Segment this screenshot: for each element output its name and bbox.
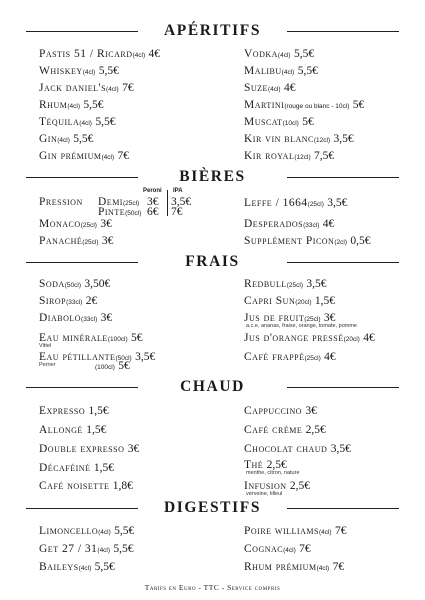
item-note: verveine, tilleul xyxy=(246,491,283,497)
item-price: 1,5€ xyxy=(88,405,109,417)
section-title: CHAUD xyxy=(180,378,245,395)
item-qty: (100cl) xyxy=(107,336,128,343)
menu-item xyxy=(244,132,354,148)
item-name: Gin prémium xyxy=(39,150,102,162)
item-price: 5,5€ xyxy=(94,561,115,573)
item-name: Diabolo xyxy=(39,312,82,324)
item-price: 5,5€ xyxy=(95,116,116,128)
item-qty: (4cl) xyxy=(98,529,111,536)
menu-item xyxy=(39,542,134,558)
item-note: menthe, citron, nature xyxy=(246,470,300,476)
menu-item xyxy=(39,98,103,114)
item-qty: (25cl) xyxy=(80,222,97,229)
menu-item xyxy=(39,442,139,456)
item-name: Muscat xyxy=(244,116,283,128)
item-name: Sirop xyxy=(39,295,67,307)
menu-item xyxy=(39,64,119,80)
item-qty: (25cl) xyxy=(307,201,324,208)
item-price: 4€ xyxy=(324,351,336,363)
menu-item xyxy=(39,277,110,293)
item-qty: (25cl) xyxy=(304,316,321,323)
item-name: Jack daniel's xyxy=(39,82,107,94)
menu-item xyxy=(39,149,129,165)
menu-item xyxy=(39,524,134,540)
item-qty: (4cl) xyxy=(79,120,92,127)
item-name: Pinte xyxy=(98,206,126,218)
item-name: Kir royal xyxy=(244,150,295,162)
item-name: Allongé xyxy=(39,424,83,436)
item-name: Vodka xyxy=(244,48,278,60)
menu-item xyxy=(244,350,336,366)
item-qty: (12cl) xyxy=(313,137,331,144)
item-qty: (10cl) xyxy=(282,120,299,127)
item-name: Pression xyxy=(39,196,83,208)
item-qty: (4cl) xyxy=(78,565,92,572)
item-name: Cognac xyxy=(244,543,284,555)
item-price: 3,5€ xyxy=(327,197,348,209)
item-qty: (4cl) xyxy=(101,154,115,161)
item-qty: (4cl) xyxy=(132,52,146,59)
menu-item xyxy=(39,217,112,233)
menu-item xyxy=(244,149,334,165)
item-name: Cappuccino xyxy=(244,405,303,417)
menu-item xyxy=(244,423,326,437)
item-qty: (4cl) xyxy=(67,103,80,110)
menu-item xyxy=(244,234,370,250)
item-name: Café frappé xyxy=(244,351,305,363)
item-name: Poire williams xyxy=(244,525,319,537)
item-name: Rhum prémium xyxy=(244,561,317,573)
item-qty: (rouge ou blanc - 10cl) xyxy=(284,103,350,110)
item-price: 4€ xyxy=(322,218,335,230)
menu-item xyxy=(39,423,106,437)
item-name: Capri Sun xyxy=(244,295,296,307)
menu-item xyxy=(39,311,112,327)
item-name: Suze xyxy=(244,82,268,94)
menu-item xyxy=(244,560,344,576)
item-name: Rhum xyxy=(39,99,68,111)
item-qty: (50cl) xyxy=(115,355,132,362)
price-ipa-pinte: 7€ xyxy=(171,206,183,218)
item-name: Décaféiné xyxy=(39,462,91,474)
item-price: 7€ xyxy=(117,150,129,162)
item-name: Gin xyxy=(39,133,58,145)
ipa-label: IPA xyxy=(173,188,183,194)
item-qty: (25cl) xyxy=(304,355,321,362)
item-price: 5€ xyxy=(118,360,130,372)
item-price: 5€ xyxy=(131,332,143,344)
menu-item xyxy=(244,64,318,80)
item-qty: (4cl) xyxy=(57,137,70,144)
item-price: 2,5€ xyxy=(266,459,287,471)
section-header-frais xyxy=(26,252,399,272)
menu-item xyxy=(39,560,115,576)
menu-item xyxy=(39,47,160,63)
item-price: 7€ xyxy=(332,561,345,573)
item-price: 5,5€ xyxy=(293,48,315,60)
item-qty: (4cl) xyxy=(82,69,96,76)
peroni-label: Peroni xyxy=(143,188,162,194)
menu-item-alt-size xyxy=(95,359,130,375)
section-header-aperitifs xyxy=(26,21,399,41)
item-name: Jus d'orange pressé xyxy=(244,332,344,344)
section-title: BIÈRES xyxy=(179,168,246,185)
item-qty: (100cl) xyxy=(95,364,115,371)
item-qty: (20cl) xyxy=(343,336,360,343)
item-qty: (4cl) xyxy=(318,529,332,536)
item-price: 3€ xyxy=(127,443,140,455)
item-qty: (50cl) xyxy=(64,282,81,289)
menu-item xyxy=(244,542,311,558)
item-name: Eau minérale xyxy=(39,332,108,344)
item-price: 7€ xyxy=(122,82,134,94)
divider xyxy=(167,190,168,216)
item-price: 3€ xyxy=(100,218,112,230)
item-price: 3€ xyxy=(305,405,317,417)
divider xyxy=(287,31,399,32)
item-price: 1,5€ xyxy=(314,295,335,307)
item-name: Demi xyxy=(98,196,123,208)
menu-item xyxy=(39,404,109,418)
item-note: a.c.e, ananas, fraise, orange, tomate, pomme xyxy=(246,323,357,329)
item-qty: (4cl) xyxy=(283,547,296,554)
item-price: 3,5€ xyxy=(330,443,351,455)
item-price: 5,5€ xyxy=(83,99,104,111)
section-header-chaud xyxy=(26,377,399,397)
section-title: DIGESTIFS xyxy=(163,499,262,516)
menu-item xyxy=(244,196,347,212)
item-price: 3,5€ xyxy=(333,133,354,145)
price-peroni-pinte: 6€ xyxy=(147,206,159,218)
item-price: 2,5€ xyxy=(305,424,326,436)
item-name: Eau pétillante xyxy=(39,351,116,363)
item-name: Leffe / 1664 xyxy=(244,197,308,209)
item-qty: (4cl) xyxy=(281,69,295,76)
divider xyxy=(287,177,399,178)
menu-item xyxy=(39,81,134,97)
item-qty: (33cl) xyxy=(303,222,320,229)
item-name: Double expresso xyxy=(39,443,125,455)
divider xyxy=(287,387,399,388)
menu-item xyxy=(244,115,314,131)
item-price: 7€ xyxy=(299,543,311,555)
item-name: Malibu xyxy=(244,65,282,77)
divider xyxy=(287,262,399,263)
item-name: Kir vin blanc xyxy=(244,133,314,145)
section-header-bieres xyxy=(26,167,399,187)
menu-item xyxy=(244,404,317,418)
item-price: 2,5€ xyxy=(289,480,311,492)
item-price: 7,5€ xyxy=(314,150,335,162)
item-qty: (25cl) xyxy=(82,239,99,246)
menu-item xyxy=(244,294,335,310)
item-price: 3€ xyxy=(323,312,336,324)
item-price: 5,5€ xyxy=(113,543,134,555)
section-header-digestifs xyxy=(26,498,399,518)
menu-item xyxy=(244,47,314,63)
item-name: Whiskey xyxy=(39,65,83,77)
item-price: 3,50€ xyxy=(84,278,111,290)
item-name: Get 27 / 31 xyxy=(39,543,98,555)
item-name: Téquila xyxy=(39,116,80,128)
item-price: 3,5€ xyxy=(135,351,156,363)
item-name: Expresso xyxy=(39,405,86,417)
divider xyxy=(287,508,399,509)
item-name: Baileys xyxy=(39,561,79,573)
item-qty: (4cl) xyxy=(316,565,330,572)
price-peroni-demi: 3€ xyxy=(147,196,159,208)
item-qty: (4cl) xyxy=(277,52,291,59)
menu-item xyxy=(244,217,334,233)
item-price: 5,5€ xyxy=(73,133,94,145)
item-qty: (33cl) xyxy=(66,299,83,306)
item-qty: (25cl) xyxy=(286,282,303,289)
section-title: APÉRITIFS xyxy=(163,22,262,39)
item-name: Café crème xyxy=(244,424,303,436)
item-name: Infusion xyxy=(244,480,287,492)
item-price: 3€ xyxy=(100,312,113,324)
item-price: 4€ xyxy=(363,332,375,344)
price-ipa-demi: 3,5€ xyxy=(171,196,192,208)
menu-item xyxy=(244,81,295,97)
item-price: 1,8€ xyxy=(112,480,133,492)
item-qty: (4cl) xyxy=(97,547,111,554)
item-price: 3,5€ xyxy=(306,278,327,290)
item-price: 5€ xyxy=(352,99,365,111)
item-price: 2€ xyxy=(85,295,98,307)
menu-item xyxy=(244,98,364,114)
item-price: 5,5€ xyxy=(297,65,318,77)
item-name: Redbull xyxy=(244,278,287,290)
item-price: 5,5€ xyxy=(114,525,135,537)
menu-item xyxy=(244,442,351,456)
item-note: Vittel xyxy=(39,343,52,349)
item-name: Panaché xyxy=(39,235,83,247)
footer-note: Tarifs en Euro - TTC - Service compris xyxy=(144,583,281,592)
item-price: 7€ xyxy=(334,525,347,537)
item-price: 4€ xyxy=(148,48,161,60)
menu-item xyxy=(39,294,97,310)
menu-item xyxy=(39,132,93,148)
item-name: Soda xyxy=(39,278,65,290)
item-qty: (12cl) xyxy=(294,154,311,161)
item-name: Thé xyxy=(244,459,264,471)
item-name: Desperados xyxy=(244,218,304,230)
item-qty: (33cl) xyxy=(81,316,98,323)
item-price: 1,5€ xyxy=(86,424,107,436)
item-price: 0,5€ xyxy=(350,235,371,247)
item-qty: (25cl) xyxy=(122,200,140,207)
item-qty: (50cl) xyxy=(125,210,142,217)
item-price: 4€ xyxy=(283,82,296,94)
item-name: Café noisette xyxy=(39,480,110,492)
menu-item xyxy=(39,331,143,347)
item-price: 5€ xyxy=(302,116,314,128)
menu-item xyxy=(39,461,114,475)
menu-item xyxy=(39,234,113,250)
item-name: Pastis 51 / Ricard xyxy=(39,48,133,60)
menu-item-pression xyxy=(39,195,83,209)
item-name: Limoncello xyxy=(39,525,99,537)
menu-item xyxy=(39,115,115,131)
menu-item xyxy=(244,331,375,347)
item-price: 3€ xyxy=(101,235,114,247)
item-name: Martini xyxy=(244,99,285,111)
item-name: Chocolat chaud xyxy=(244,443,328,455)
menu-item xyxy=(244,524,346,540)
item-name: Supplément Picon xyxy=(244,235,335,247)
item-note: Perrier xyxy=(39,362,56,368)
item-name: Jus de fruit xyxy=(244,312,305,324)
item-qty: (20cl) xyxy=(295,299,312,306)
menu-item xyxy=(39,479,133,493)
item-qty: (2cl) xyxy=(334,239,347,246)
item-price: 1,5€ xyxy=(93,462,114,474)
item-price: 5,5€ xyxy=(98,65,119,77)
item-qty: (4cl) xyxy=(106,86,119,93)
item-qty: (4cl) xyxy=(267,86,281,93)
menu-item xyxy=(244,277,327,293)
section-title: FRAIS xyxy=(185,253,240,270)
item-name: Monaco xyxy=(39,218,81,230)
